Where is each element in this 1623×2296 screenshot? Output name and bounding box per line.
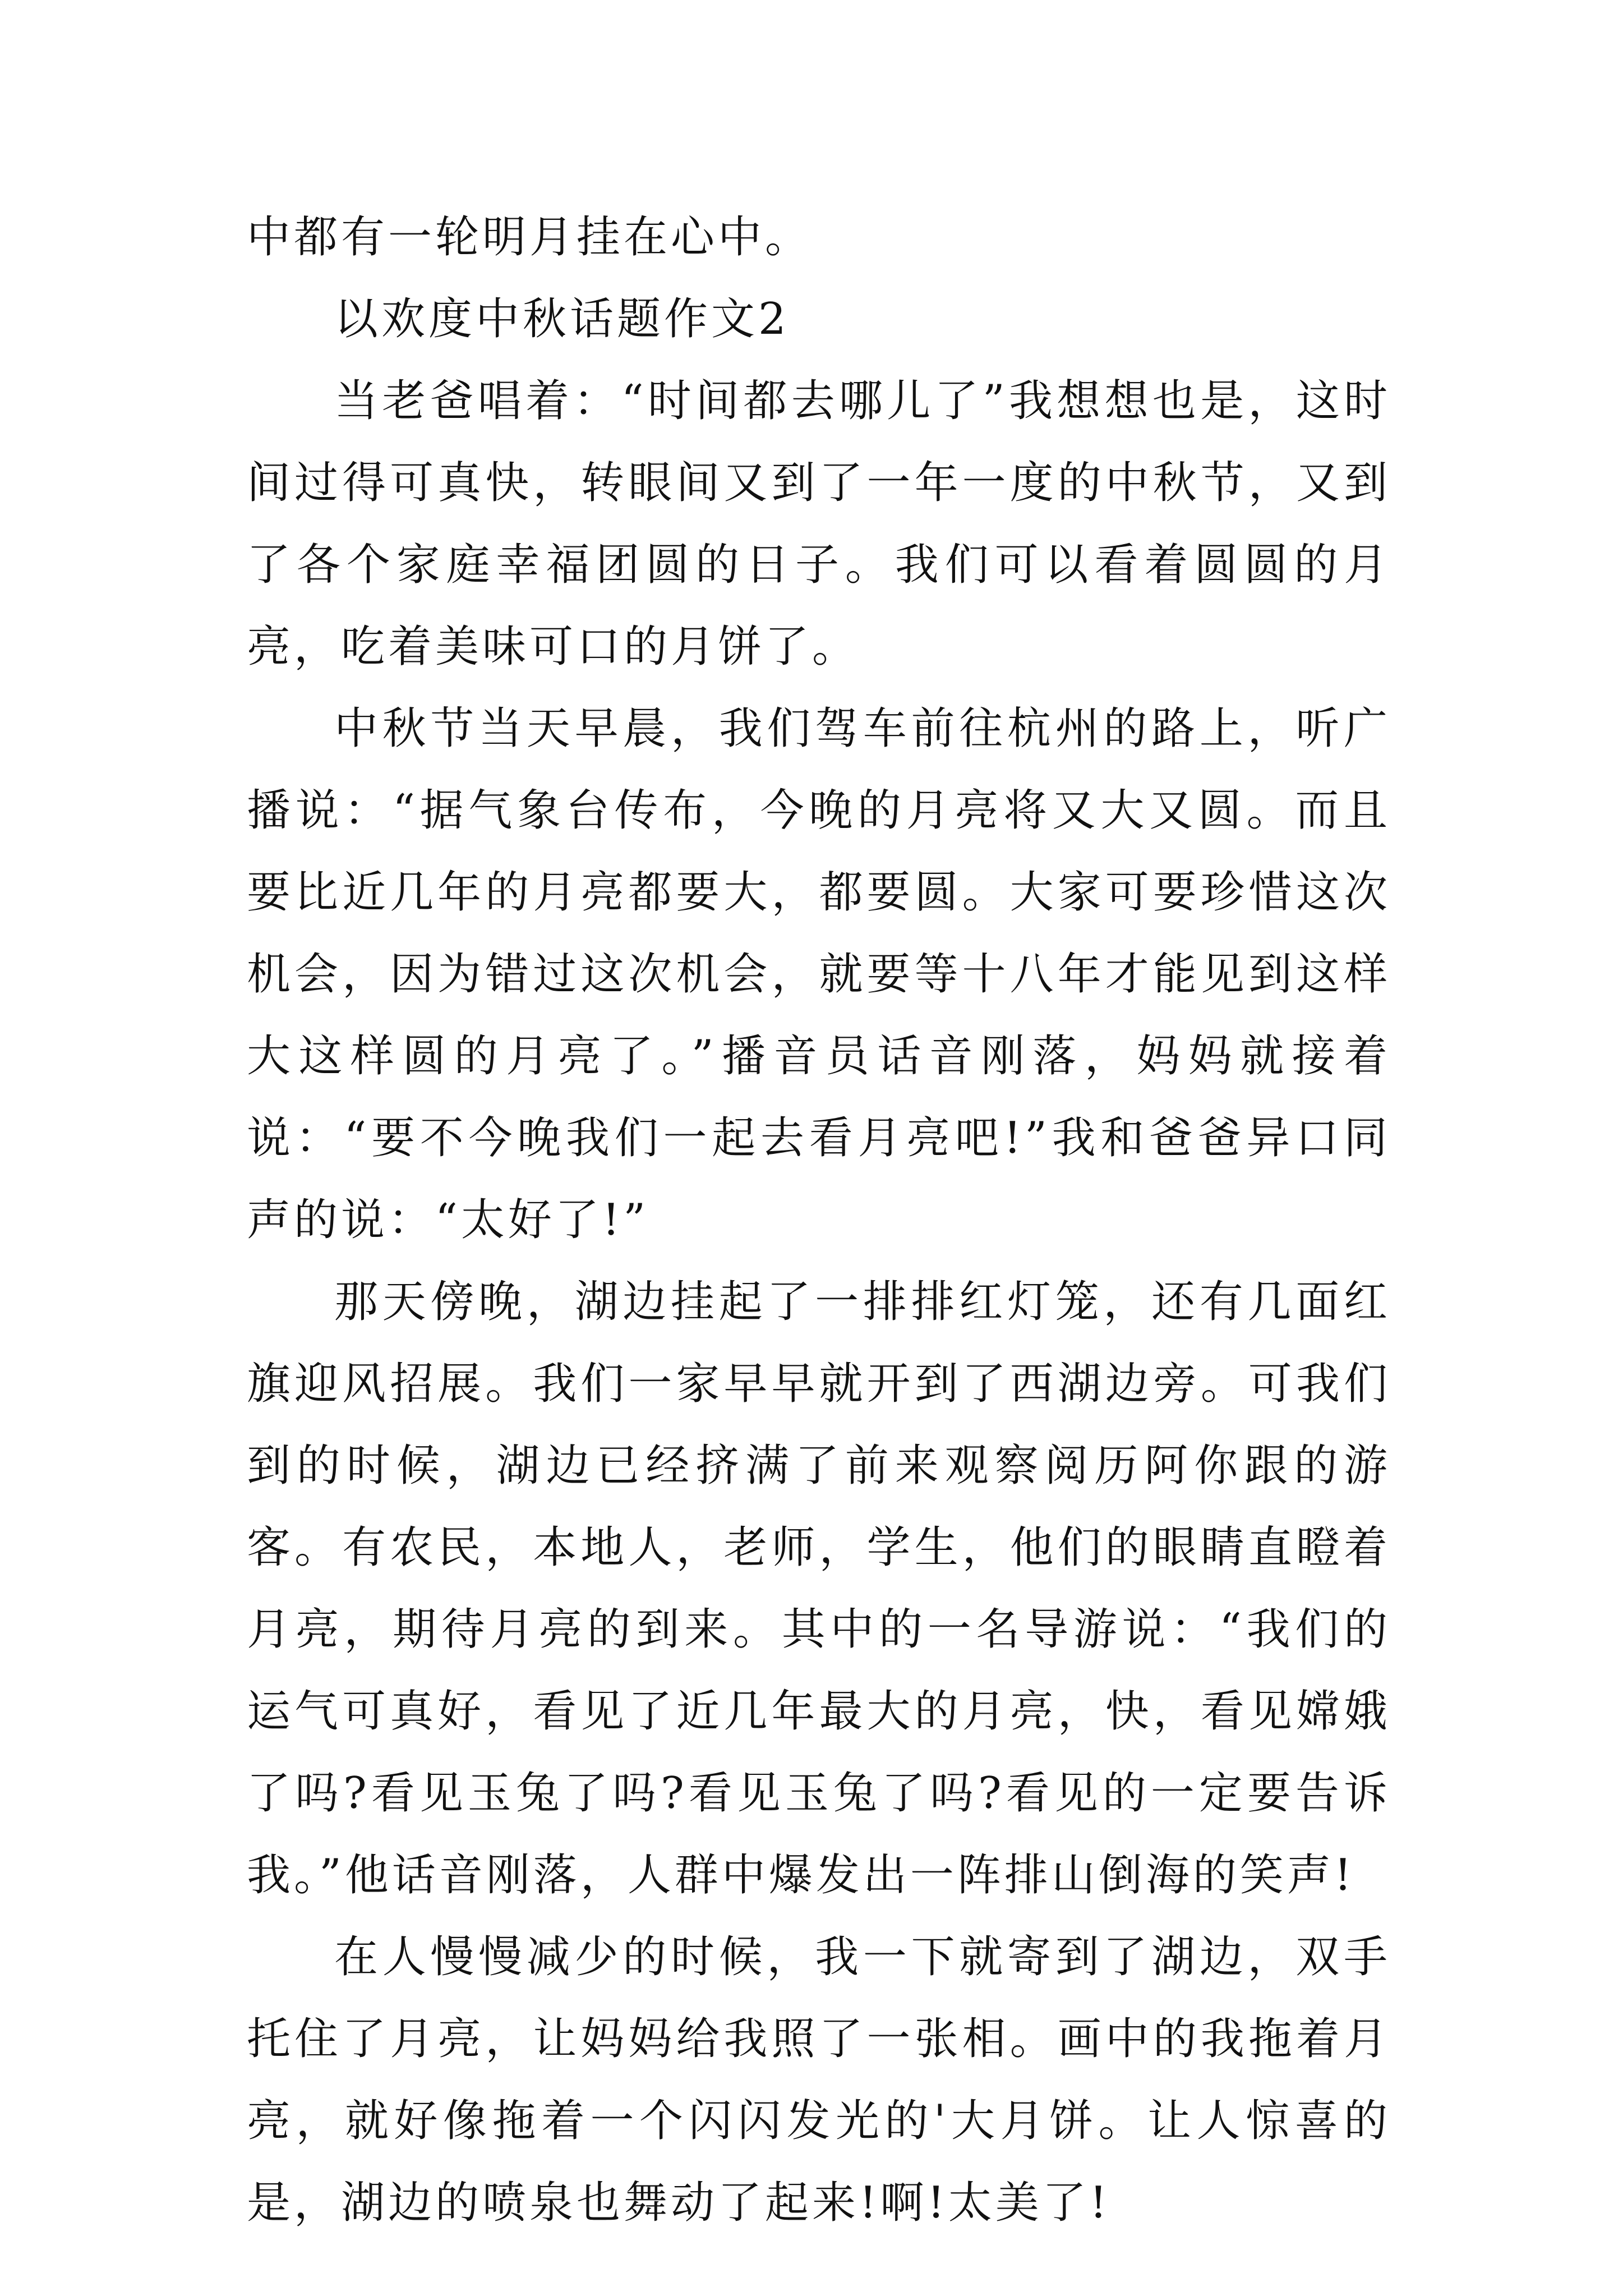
continuation-line: 中都有一轮明月挂在心中。 (247, 212, 813, 263)
essay-heading: 以欢度中秋话题作文2 (334, 294, 790, 344)
paragraph-4: 在人慢慢减少的时候，我一下就寄到了湖边，双手托住了月亮，让妈妈给我照了一张相。画中的我拖着月亮，就好像拖着一个闪闪发光的'大月饼。让人惊喜的是，湖边的喷泉也舞动了起来!啊!太美了! (247, 1932, 1391, 2228)
paragraph-2: 中秋节当天早晨，我们驾车前往杭州的路上，听广播说：“据气象台传布，今晚的月亮将又大又圆。而且要比近几年的月亮都要大，都要圆。大家可要珍惜这次机会，因为错过这次机会，就要等十八年才能见到这样大这样圆的月亮了。”播音员话音刚落，妈妈就接着说：“要不今晚我们一起去看月亮吧!”我和爸爸异口同声的说：“太好了!” (247, 703, 1391, 1245)
paragraph-1: 当老爸唱着：“时间都去哪儿了”我想想也是，这时间过得可真快，转眼间又到了一年一度的中秋节，又到了各个家庭幸福团圆的日子。我们可以看着圆圆的月亮，吃着美味可口的月饼了。 (247, 376, 1391, 672)
article-body (247, 196, 1391, 2244)
paragraph-3: 那天傍晚，湖边挂起了一排排红灯笼，还有几面红旗迎风招展。我们一家早早就开到了西湖边旁。可我们到的时候，湖边已经挤满了前来观察阅历阿你跟的游客。有农民，本地人，老师，学生，他们的眼睛直瞪着月亮，期待月亮的到来。其中的一名导游说：“我们的运气可真好，看见了近几年最大的月亮，快，看见嫦娥了吗?看见玉兔了吗?看见玉兔了吗?看见的一定要告诉我。”他话音刚落，人群中爆发出一阵排山倒海的笑声! (247, 1277, 1391, 1901)
